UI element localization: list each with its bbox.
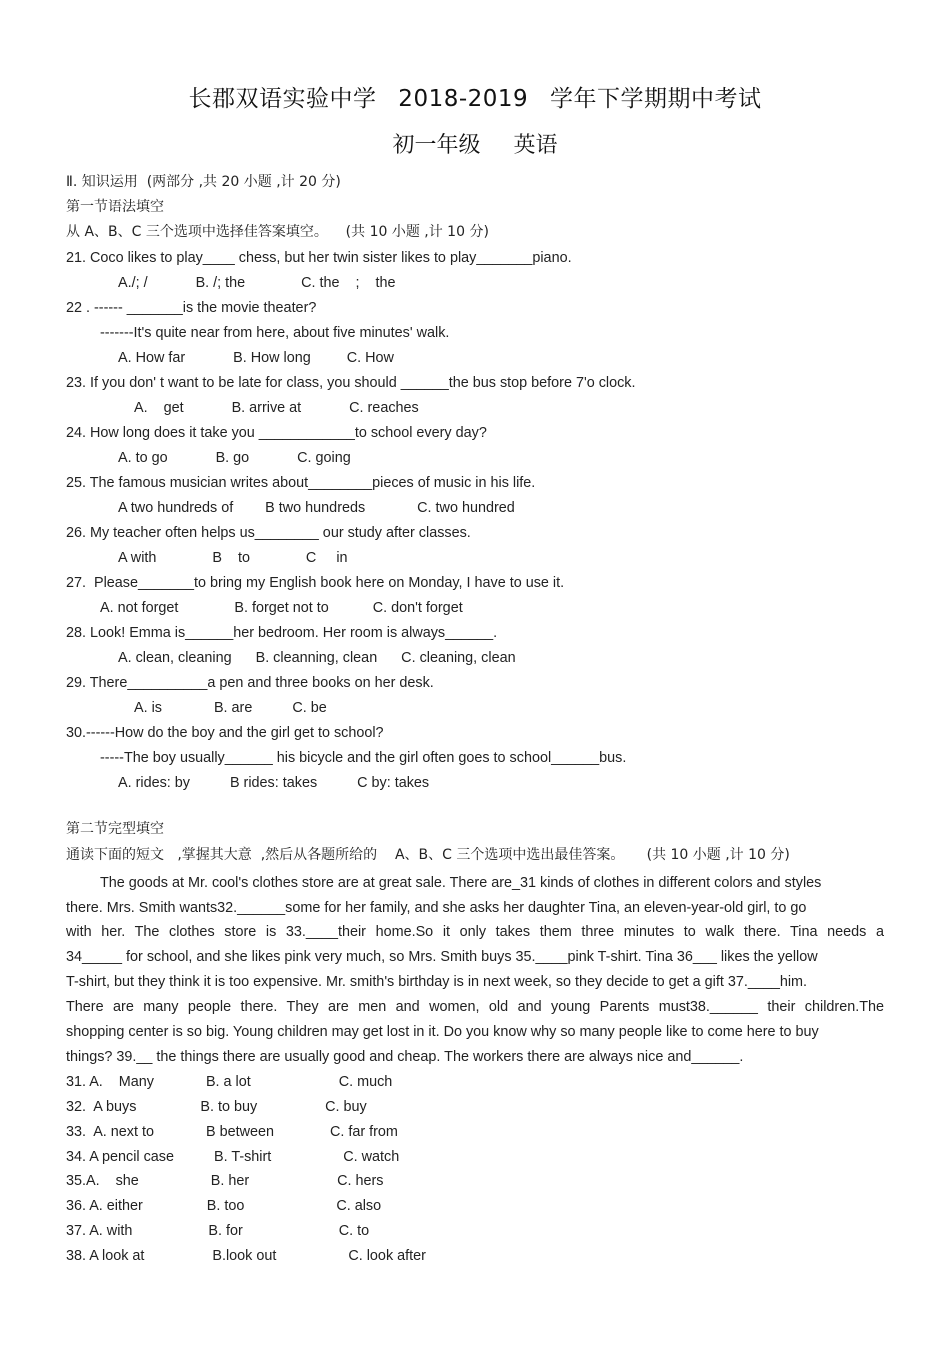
question-24: 24. How long does it take you ____________to school every day? — [66, 425, 487, 441]
options-34: 34. A pencil case B. T-shirt C. watch — [66, 1149, 400, 1165]
options-26: A with B to C in — [118, 550, 348, 566]
question-22: 22 . ------ _______is the movie theater? — [66, 300, 317, 316]
question-26: 26. My teacher often helps us________ our study after classes. — [66, 525, 471, 541]
options-32: 32. A buys B. to buy C. buy — [66, 1099, 367, 1115]
section-instruction: 从 A、B、C 三个选项中选择佳答案填空。 (共 10 小题 ,计 10 分) — [66, 224, 489, 240]
dialog-30: -----The boy usually______ his bicycle and the girl often goes to school______bus. — [100, 750, 627, 766]
options-33: 33. A. next to B between C. far from — [66, 1124, 398, 1140]
question-23: 23. If you don' t want to be late for class, you should ______the bus stop before 7'o clock. — [66, 375, 636, 391]
options-21: A./; / B. /; the C. the ; the — [118, 275, 396, 291]
passage-line: 34_____ for school, and she likes pink very much, so Mrs. Smith buys 35.____pink T-shirt. Tina 36___ likes the yellow — [66, 949, 818, 965]
dialog-22: -------It's quite near from here, about five minutes' walk. — [100, 325, 450, 341]
options-27: A. not forget B. forget not to C. don't forget — [100, 600, 463, 616]
exam-subtitle: 初一年级 英语 — [392, 133, 558, 158]
question-28: 28. Look! Emma is______her bedroom. Her room is always______. — [66, 625, 498, 641]
options-25: A two hundreds of B two hundreds C. two hundred — [118, 500, 515, 516]
section2-instruction: 通读下面的短文 ,掌握其大意 ,然后从各题所给的 A、B、C 三个选项中选出最佳答案。 (共 10 小题 ,计 10 分) — [66, 847, 790, 863]
exam-title: 长郡双语实验中学 2018-2019 学年下学期期中考试 — [188, 86, 762, 112]
options-36: 36. A. either B. too C. also — [66, 1198, 382, 1214]
options-37: 37. A. with B. for C. to — [66, 1223, 370, 1239]
part-title: Ⅱ. 知识运用 (两部分 ,共 20 小题 ,计 20 分) — [66, 174, 341, 190]
question-29: 29. There__________a pen and three books on her desk. — [66, 675, 434, 691]
passage-line: with her. The clothes store is 33.____their home.So it only takes them three minutes to walk there. Tina needs a — [66, 924, 884, 940]
options-28: A. clean, cleaning B. cleanning, clean C. cleaning, clean — [118, 650, 516, 666]
passage-line: things? 39.__ the things there are usually good and cheap. The workers there are always nice and______. — [66, 1049, 744, 1065]
question-30: 30.------How do the boy and the girl get to school? — [66, 725, 384, 741]
options-38: 38. A look at B.look out C. look after — [66, 1248, 426, 1264]
passage-line: The goods at Mr. cool's clothes store are at great sale. There are_31 kinds of clothes in different colors and styles — [100, 875, 822, 891]
passage-line: there. Mrs. Smith wants32.______some for her family, and she asks her daughter Tina, an eleven-year-old girl, to go — [66, 900, 807, 916]
options-35: 35.A. she B. her C. hers — [66, 1173, 384, 1189]
section-heading: 第一节语法填空 — [66, 199, 164, 215]
passage-line: shopping center is so big. Young children may get lost in it. Do you know why so many people like to come here to buy — [66, 1024, 819, 1040]
options-22: A. How far B. How long C. How — [118, 350, 394, 366]
question-25: 25. The famous musician writes about________pieces of music in his life. — [66, 475, 536, 491]
passage-line: T-shirt, but they think it is too expensive. Mr. smith's birthday is in next week, so they decide to get a gift 37.____him. — [66, 974, 808, 990]
question-21: 21. Coco likes to play____ chess, but her twin sister likes to play_______piano. — [66, 250, 572, 266]
options-30: A. rides: by B rides: takes C by: takes — [118, 775, 430, 791]
options-24: A. to go B. go C. going — [118, 450, 351, 466]
options-31: 31. A. Many B. a lot C. much — [66, 1074, 393, 1090]
options-29: A. is B. are C. be — [134, 700, 327, 716]
section2-heading: 第二节完型填空 — [66, 821, 164, 837]
question-27: 27. Please_______to bring my English book here on Monday, I have to use it. — [66, 575, 565, 591]
options-23: A. get B. arrive at C. reaches — [134, 400, 419, 416]
passage-line: There are many people there. They are men and women, old and young Parents must38.______ their children.The — [66, 999, 884, 1015]
